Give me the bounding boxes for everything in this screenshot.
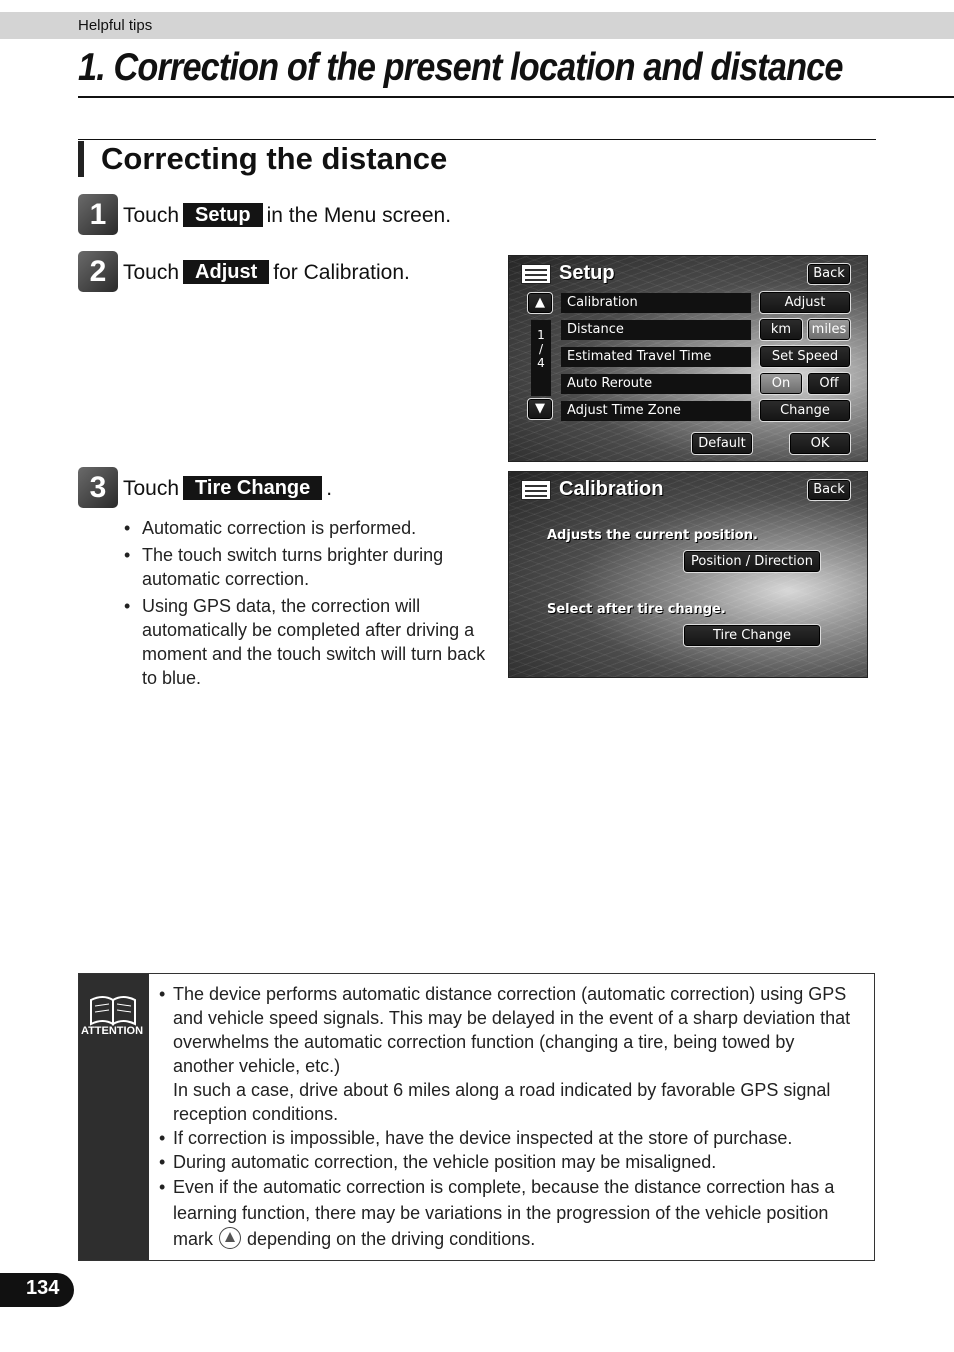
change-button[interactable]: Change xyxy=(759,399,851,422)
setup-title-text: Setup xyxy=(559,262,615,284)
attention-list xyxy=(159,982,859,1252)
ok-button[interactable]: OK xyxy=(789,432,851,455)
page-current: 1 xyxy=(537,328,545,342)
adjusts-position-text: Adjusts the current position. xyxy=(547,528,758,543)
km-button[interactable]: km xyxy=(759,318,803,341)
page-title: 1. Correction of the present location and distance xyxy=(78,46,843,89)
row-label-time-zone: Adjust Time Zone xyxy=(561,401,751,421)
attention-item xyxy=(159,982,859,1126)
attention-item xyxy=(159,1174,859,1252)
row-label-travel-time: Estimated Travel Time xyxy=(561,347,751,367)
arrow-up-icon: ▲ xyxy=(535,295,545,310)
header-label: Helpful tips xyxy=(78,17,153,34)
page-number: 134 xyxy=(26,1277,60,1299)
row-label-distance: Distance xyxy=(561,320,751,340)
position-direction-button[interactable]: Position / Direction xyxy=(683,550,821,573)
off-button[interactable]: Off xyxy=(807,372,851,395)
step-1-after: in the Menu screen. xyxy=(266,204,452,227)
step-3-number: 3 xyxy=(78,467,118,508)
row-label-calibration: Calibration xyxy=(561,293,751,313)
attention-sidebar xyxy=(79,974,149,1260)
step-1-text xyxy=(123,203,451,228)
bullet-item: • Using GPS data, the correction will automatically be completed after driving a moment and the touch switch will turn back to blue. xyxy=(124,594,494,690)
attention-item-text: depending on the driving conditions. xyxy=(247,1229,536,1249)
attention-item: • During automatic correction, the vehicle position may be misaligned. xyxy=(159,1150,859,1174)
page-total: 4 xyxy=(537,356,545,370)
setup-chip: Setup xyxy=(183,203,263,227)
section-marker xyxy=(78,141,84,177)
step-3-after: . xyxy=(326,477,333,500)
back-button[interactable]: Back xyxy=(807,263,851,285)
setup-screen-title xyxy=(521,262,615,285)
step-3-before: Touch xyxy=(123,477,180,500)
arrow-down-icon: ▼ xyxy=(535,401,545,416)
step-1-before: Touch xyxy=(123,204,180,227)
attention-item: • If correction is impossible, have the device inspected at the store of purchase. xyxy=(159,1126,859,1150)
calibration-title-text: Calibration xyxy=(559,478,664,500)
back-button[interactable]: Back xyxy=(807,479,851,501)
adjust-button[interactable]: Adjust xyxy=(759,291,851,314)
calibration-screen xyxy=(508,471,868,678)
step-2-text xyxy=(123,260,410,285)
calibration-screen-title xyxy=(521,478,663,501)
menu-list-icon xyxy=(521,264,551,284)
vehicle-position-mark-icon xyxy=(219,1227,241,1249)
page-down-button[interactable] xyxy=(527,398,553,420)
step-2-before: Touch xyxy=(123,261,180,284)
row-label-auto-reroute: Auto Reroute xyxy=(561,374,751,394)
step-3-bullet-list xyxy=(124,516,494,693)
step-1-number: 1 xyxy=(78,194,118,235)
adjust-chip: Adjust xyxy=(183,260,269,284)
setup-screen xyxy=(508,255,868,462)
default-button[interactable]: Default xyxy=(691,432,753,455)
section-heading: Correcting the distance xyxy=(101,141,448,176)
bullet-item: • The touch switch turns brighter during automatic correction. xyxy=(124,543,494,591)
bullet-item: • Automatic correction is performed. xyxy=(124,516,494,540)
attention-item-text: The device performs automatic distance correction (automatic correction) using GPS and vehicle speed signals. This may be delayed in the event of a sharp deviation that overwhelms the automatic correction function (changing a tire, being towed by another vehicle, etc.) xyxy=(173,984,851,1076)
section-rule xyxy=(78,139,876,140)
step-3-text xyxy=(123,476,332,501)
page-sep: / xyxy=(538,342,544,356)
attention-label: ATTENTION xyxy=(80,1025,144,1037)
page-up-button[interactable] xyxy=(527,292,553,314)
tire-change-button[interactable]: Tire Change xyxy=(683,624,821,647)
attention-item-text: Even if the automatic correction is complete, because the distance correction has a learning function, there may be variations in the progression of the vehicle position mark xyxy=(173,1177,835,1249)
on-button[interactable]: On xyxy=(759,372,803,395)
tire-change-hint-text: Select after tire change. xyxy=(547,602,726,617)
miles-button[interactable]: miles xyxy=(807,318,851,341)
attention-box xyxy=(78,973,875,1261)
menu-list-icon xyxy=(521,480,551,500)
step-2-after: for Calibration. xyxy=(273,261,410,284)
title-rule xyxy=(78,96,954,98)
tire-change-chip: Tire Change xyxy=(183,476,322,500)
set-speed-button[interactable]: Set Speed xyxy=(759,345,851,368)
step-2-number: 2 xyxy=(78,251,118,292)
attention-item-continuation: In such a case, drive about 6 miles along a road indicated by favorable GPS signal reception conditions. xyxy=(173,1080,831,1124)
page-indicator xyxy=(531,320,551,396)
